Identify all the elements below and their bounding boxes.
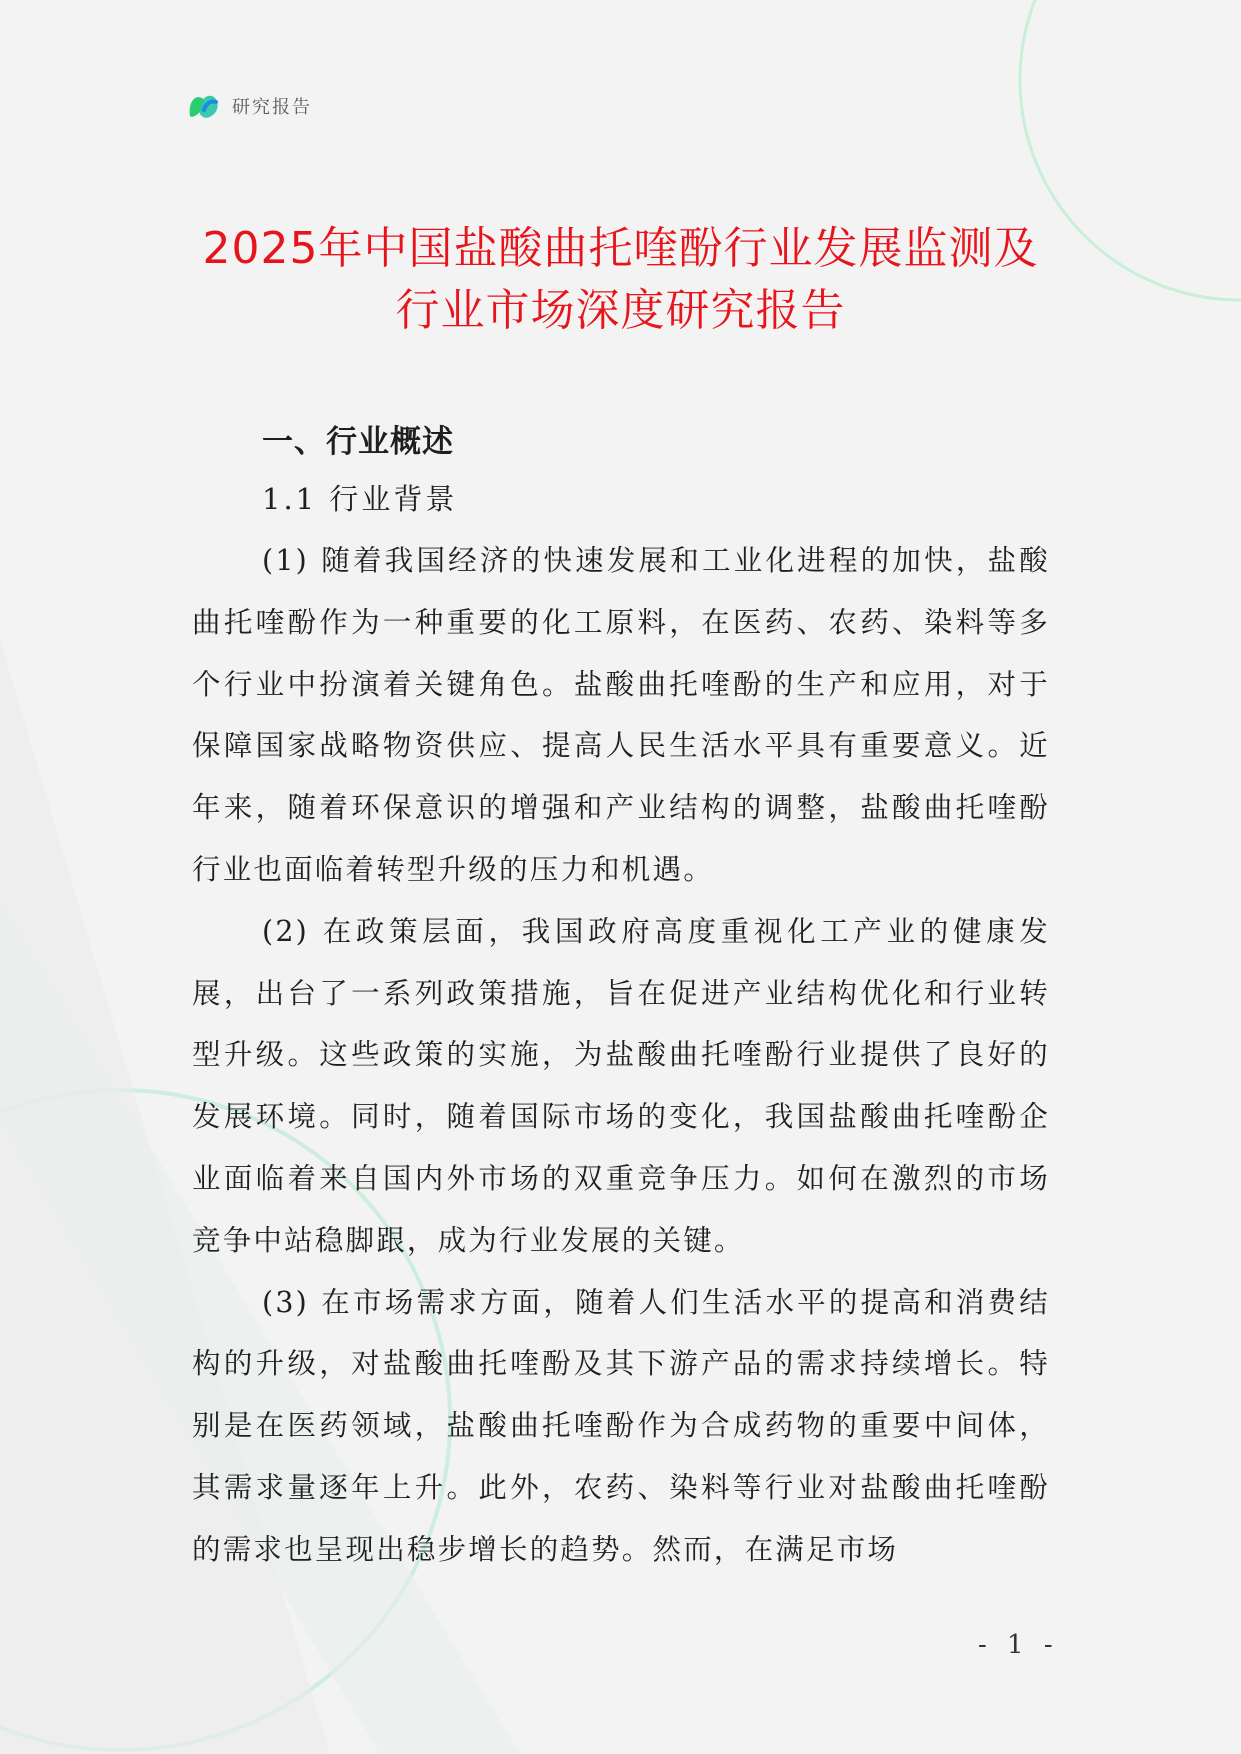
title-line-2: 行业市场深度研究报告 [395, 285, 846, 336]
subsection-heading: 1.1 行业背景 [262, 482, 458, 516]
paragraph-1: (1) 随着我国经济的快速发展和工业化进程的加快，盐酸曲托喹酚作为一种重要的化工原料，在医药、农药、染料等多个行业中扮演着关键角色。盐酸曲托喹酚的生产和应用，对于保障国家战略物资供应、提高人民生活水平具有重要意义。近年来，随着环保意识的增强和产业结构的调整，盐酸曲托喹酚行业也面临着转型升级的压力和机遇。 [192, 544, 1050, 886]
paragraph-3: (3) 在市场需求方面，随着人们生活水平的提高和消费结构的升级，对盐酸曲托喹酚及其下游产品的需求持续增长。特别是在医药领域，盐酸曲托喹酚作为合成药物的重要中间体，其需求量逐年上升。此外，农药、染料等行业对盐酸曲托喹酚的需求也呈现出稳步增长的趋势。然而，在满足市场 [192, 1285, 1050, 1566]
document-title [150, 218, 1091, 342]
header-logo [186, 88, 312, 124]
title-line-1: 2025年中国盐酸曲托喹酚行业发展监测及 [202, 223, 1039, 274]
page-number: - 1 - [978, 1630, 1059, 1660]
section-heading: 一、行业概述 [262, 424, 454, 460]
brand-logo-icon [186, 90, 222, 122]
logo-text: 研究报告 [232, 97, 312, 118]
document-body [192, 416, 1050, 1581]
paragraph-2: (2) 在政策层面，我国政府高度重视化工产业的健康发展，出台了一系列政策措施，旨在促进产业结构优化和行业转型升级。这些政策的实施，为盐酸曲托喹酚行业提供了良好的发展环境。同时，随着国际市场的变化，我国盐酸曲托喹酚企业面临着来自国内外市场的双重竞争压力。如何在激烈的市场竞争中站稳脚跟，成为行业发展的关键。 [192, 914, 1050, 1257]
